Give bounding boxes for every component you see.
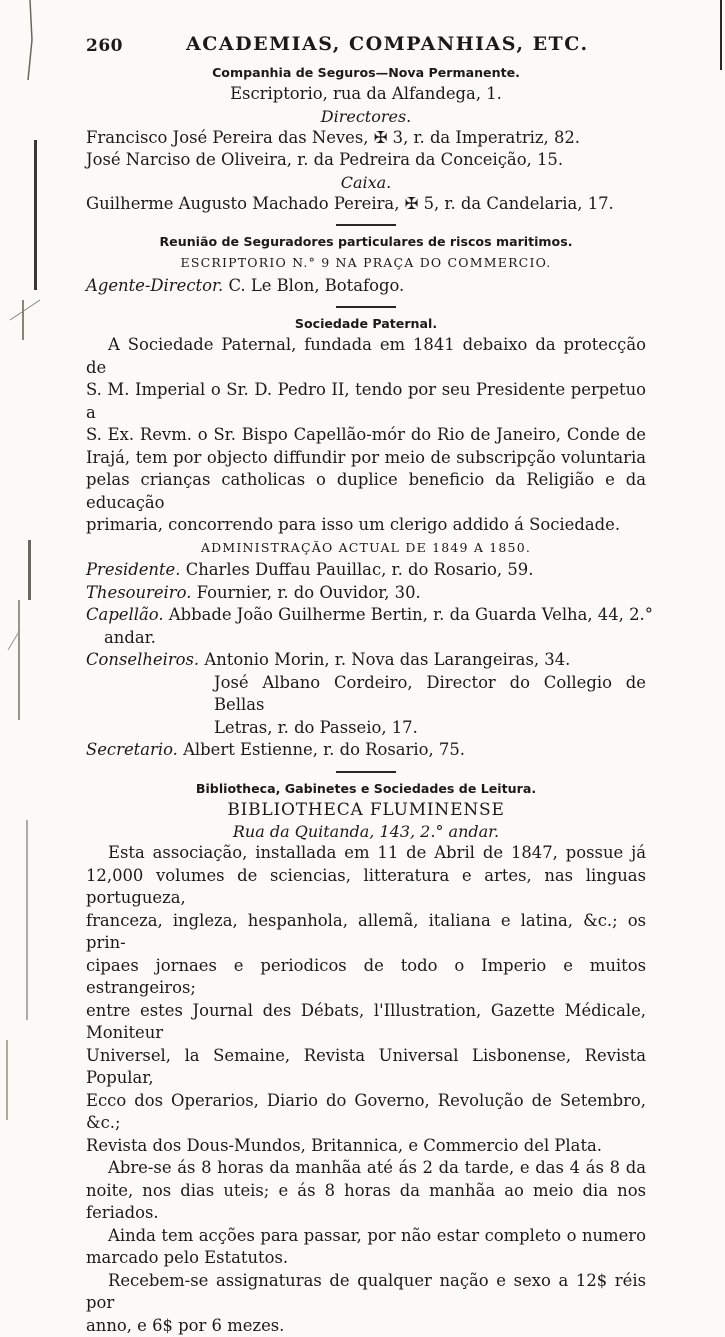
paragraph-line: Abre-se ás 8 horas da manhãa até ás 2 da tarde, e das 4 ás 8 da	[86, 1157, 646, 1180]
library-address: Rua da Quitanda, 143, 2.° andar.	[86, 821, 646, 842]
paragraph-line: Ainda tem acções para passar, por não estar completo o numero	[86, 1225, 646, 1248]
paragraph-line: Universel, la Semaine, Revista Universal Lisbonense, Revista Popular,	[86, 1045, 646, 1090]
paragraph-line: Ecco dos Operarios, Diario do Governo, Revolução de Setembro, &c.;	[86, 1090, 646, 1135]
officer-entry	[86, 739, 646, 762]
director-entry: Francisco José Pereira das Neves, ✠ 3, r. da Imperatriz, 82.	[86, 127, 646, 150]
cashier-label: Caixa.	[86, 172, 646, 193]
paragraph-line: pelas crianças catholicas o duplice beneficio da Religião e da educação	[86, 469, 646, 514]
section-divider	[336, 771, 396, 773]
office-address: Escriptorio, rua da Alfandega, 1.	[86, 83, 646, 106]
role-label: Secretario.	[86, 740, 178, 759]
paragraph-line: 12,000 volumes de sciencias, litteratura e artes, nas linguas portugueza,	[86, 865, 646, 910]
paragraph-line: A Sociedade Paternal, fundada em 1841 debaixo da protecção de	[86, 334, 646, 379]
paragraph-line: Revista dos Dous-Mundos, Britannica, e Commercio del Plata.	[86, 1135, 646, 1158]
paragraph-line: Recebem-se assignaturas de qualquer nação e sexo a 12$ réis por	[86, 1270, 646, 1315]
page-number: 260	[86, 36, 123, 56]
section-title: Bibliotheca, Gabinetes e Sociedades de Leitura.	[86, 778, 646, 799]
director-entry: José Narciso de Oliveira, r. da Pedreira da Conceição, 15.	[86, 149, 646, 172]
paragraph-line: marcado pelo Estatutos.	[86, 1247, 646, 1270]
paragraph-line: S. Ex. Revm. o Sr. Bispo Capellão-mór do Rio de Janeiro, Conde de	[86, 424, 646, 447]
section-title: Reunião de Seguradores particulares de riscos maritimos.	[86, 231, 646, 252]
library-name: BIBLIOTHECA FLUMINENSE	[86, 799, 646, 822]
section-sociedade-paternal	[86, 313, 646, 762]
paragraph-line: entre estes Journal des Débats, l'Illustration, Gazette Médicale, Moniteur	[86, 1000, 646, 1045]
agent-entry	[86, 275, 646, 298]
person-entry: Charles Duffau Pauillac, r. do Rosario, 59.	[186, 560, 534, 579]
entry-continuation: andar.	[86, 627, 646, 650]
entry-continuation: Letras, r. do Passeio, 17.	[86, 717, 646, 740]
section-divider	[336, 306, 396, 308]
person-entry: Fournier, r. do Ouvidor, 30.	[197, 583, 421, 602]
officer-entry	[86, 649, 646, 672]
officer-entry	[86, 582, 646, 605]
role-label: Agente-Director.	[86, 276, 223, 295]
page-content	[86, 18, 646, 1337]
page-edge-line	[711, 0, 725, 1132]
role-label: Thesoureiro.	[86, 583, 191, 602]
section-divider	[336, 224, 396, 226]
paragraph-line: primaria, concorrendo para isso um clerigo addido á Sociedade.	[86, 514, 646, 537]
page-header	[86, 18, 646, 62]
administration-heading: ADMINISTRAÇÃO ACTUAL DE 1849 A 1850.	[86, 537, 646, 560]
paragraph-line: S. M. Imperial o Sr. D. Pedro II, tendo por seu Presidente perpetuo a	[86, 379, 646, 424]
role-label: Capellão.	[86, 605, 164, 624]
paragraph-line: noite, nos dias uteis; e ás 8 horas da manhãa ao meio dia nos feriados.	[86, 1180, 646, 1225]
directors-label: Directores.	[86, 106, 646, 127]
paragraph-line: cipaes jornaes e periodicos de todo o Imperio e muitos estrangeiros;	[86, 955, 646, 1000]
cashier-entry: Guilherme Augusto Machado Pereira, ✠ 5, r. da Candelaria, 17.	[86, 193, 646, 216]
section-reuniao-seguradores	[86, 231, 646, 297]
page-edge-shadow	[0, 0, 60, 1132]
running-title: ACADEMIAS, COMPANHIAS, ETC.	[186, 33, 589, 55]
section-title: Sociedade Paternal.	[86, 313, 646, 334]
paragraph-line: anno, e 6$ por 6 mezes.	[86, 1315, 646, 1337]
paragraph-line: Esta associação, installada em 11 de Abril de 1847, possue já	[86, 842, 646, 865]
paragraph-line: Irajá, tem por objecto diffundir por meio de subscripção voluntaria	[86, 447, 646, 470]
section-title: Companhia de Seguros—Nova Permanente.	[86, 62, 646, 83]
person-entry: Antonio Morin, r. Nova das Larangeiras, 34.	[204, 650, 570, 669]
person-entry: Abbade João Guilherme Bertin, r. da Guarda Velha, 44, 2.°	[169, 605, 653, 624]
person-entry: Albert Estienne, r. do Rosario, 75.	[183, 740, 465, 759]
paragraph-line: franceza, ingleza, hespanhola, allemã, italiana e latina, &c.; os prin-	[86, 910, 646, 955]
person-entry: C. Le Blon, Botafogo.	[228, 276, 404, 295]
section-companhia-seguros	[86, 62, 646, 215]
officer-entry	[86, 604, 646, 627]
role-label: Conselheiros.	[86, 650, 199, 669]
office-address: ESCRIPTORIO N.° 9 NA PRAÇA DO COMMERCIO.	[86, 252, 646, 275]
section-bibliotheca	[86, 778, 646, 1337]
person-entry: José Albano Cordeiro, Director do Collegio de Bellas	[86, 672, 646, 717]
role-label: Presidente.	[86, 560, 180, 579]
officer-entry	[86, 559, 646, 582]
